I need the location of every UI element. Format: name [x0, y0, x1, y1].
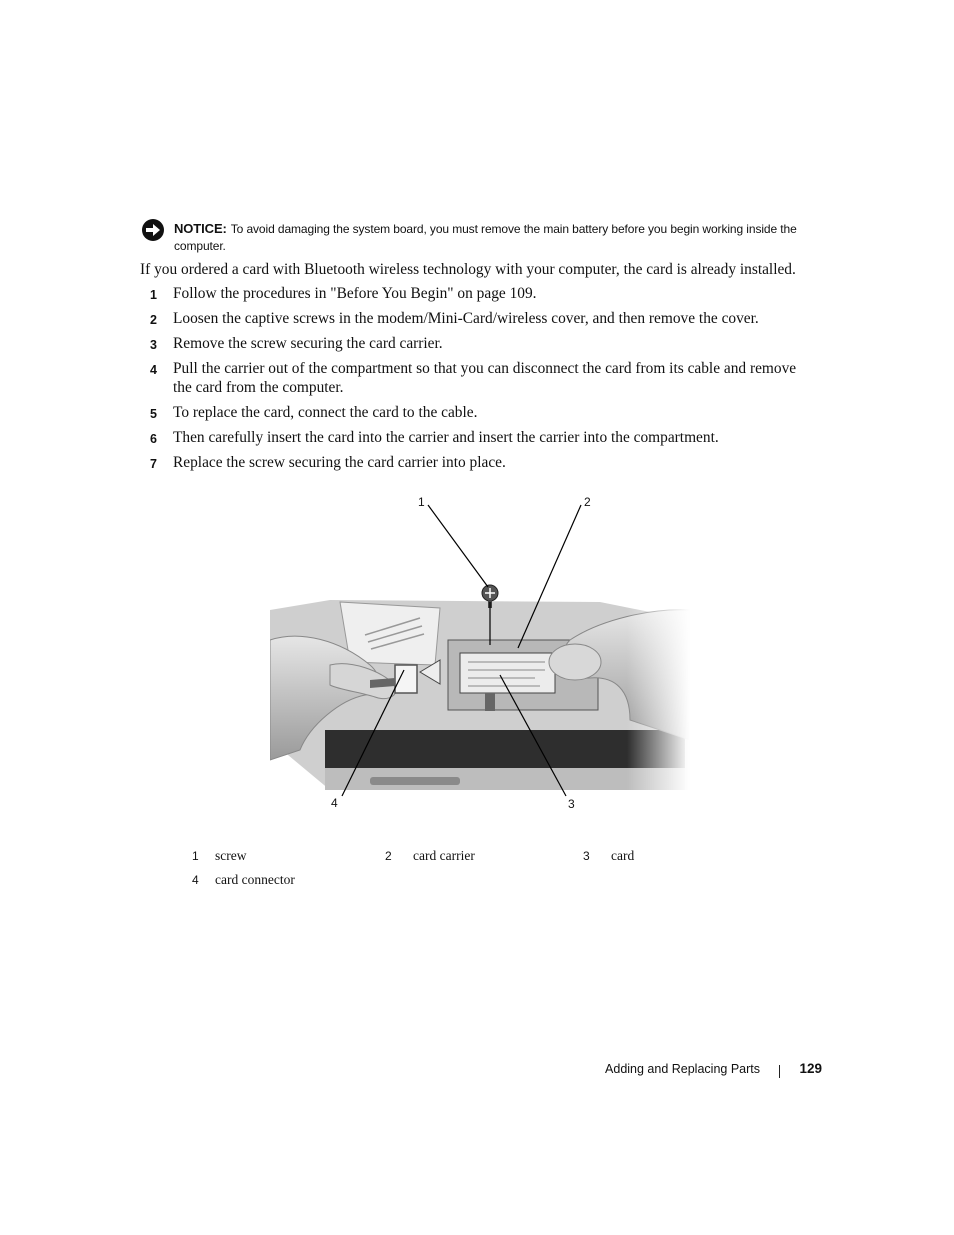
callout-3: 3	[568, 797, 575, 811]
legend-number: 2	[385, 849, 392, 863]
step-item	[140, 404, 830, 423]
step-number: 3	[150, 338, 157, 352]
step-item	[140, 429, 830, 448]
notice-body: To avoid damaging the system board, you must remove the main battery before you begin working inside the computer.	[174, 222, 797, 253]
intro-paragraph: If you ordered a card with Bluetooth wireless technology with your computer, the card is already installed.	[140, 261, 796, 278]
notice-label: NOTICE:	[174, 221, 227, 236]
page-number: 129	[799, 1061, 822, 1076]
legend-number: 1	[192, 849, 199, 863]
step-item	[140, 310, 830, 329]
card-removal-illustration	[270, 490, 690, 820]
leader-line-1	[428, 505, 488, 587]
step-number: 1	[150, 288, 157, 302]
legend-row	[190, 847, 710, 871]
step-text: Follow the procedures in "Before You Begin" on page 109.	[173, 285, 537, 302]
step-item	[140, 335, 830, 354]
footer-divider	[779, 1065, 780, 1078]
page-footer	[560, 1061, 822, 1081]
step-text: Loosen the captive screws in the modem/Mini-Card/wireless cover, and then remove the cover.	[173, 310, 759, 327]
legend-label: card carrier	[413, 848, 475, 863]
step-item	[140, 360, 830, 397]
step-text: Replace the screw securing the card carrier into place.	[173, 453, 506, 471]
callout-1: 1	[418, 495, 425, 509]
step-number: 2	[150, 313, 157, 327]
procedure-steps	[140, 285, 830, 479]
step-number: 7	[150, 456, 157, 471]
legend-number: 3	[583, 849, 590, 863]
notice-text	[174, 220, 824, 255]
legend-number: 4	[192, 873, 199, 887]
legend-label: card	[611, 848, 635, 863]
step-text: Pull the carrier out of the compartment so that you can disconnect the card from its cable and remove the card from the computer.	[173, 360, 797, 396]
step-text: Remove the screw securing the card carrier.	[173, 335, 443, 352]
notice-arrow-icon	[141, 218, 165, 242]
step-number: 5	[150, 406, 157, 421]
bluetooth-card-figure	[270, 490, 690, 820]
step-text: To replace the card, connect the card to the cable.	[173, 403, 478, 421]
legend-label: screw	[215, 848, 247, 863]
step-number: 4	[150, 363, 157, 377]
callout-2: 2	[584, 495, 591, 509]
step-item	[140, 285, 830, 304]
footer-section-title: Adding and Replacing Parts	[605, 1062, 760, 1076]
callout-4: 4	[331, 796, 338, 810]
legend-row	[190, 871, 710, 895]
step-item	[140, 454, 830, 473]
step-number: 6	[150, 431, 157, 446]
legend-label: card connector	[215, 872, 295, 887]
figure-legend	[190, 847, 710, 895]
step-text: Then carefully insert the card into the carrier and insert the carrier into the compartment.	[173, 428, 719, 446]
